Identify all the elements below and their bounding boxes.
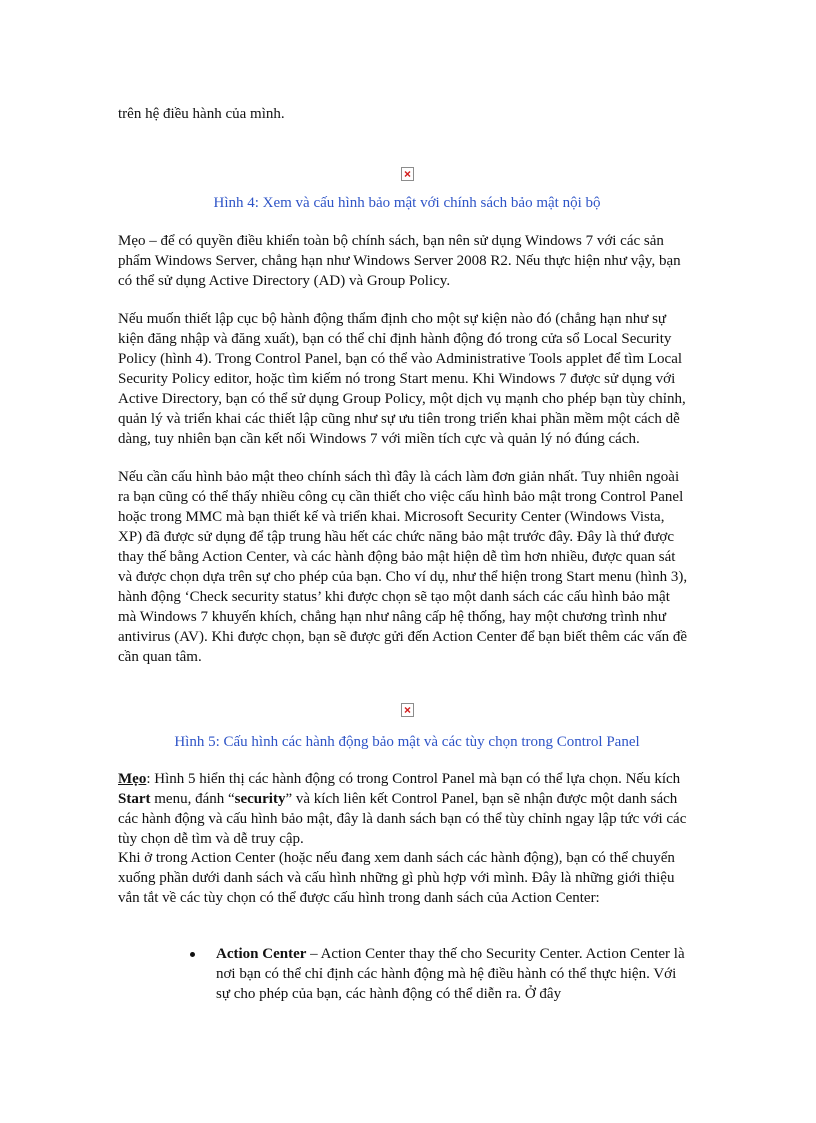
figure-4-caption: Hình 4: Xem và cấu hình bảo mật với chính sách bảo mật nội bộ bbox=[213, 195, 601, 211]
action-center-paragraph: Khi ở trong Action Center (hoặc nếu đang xem danh sách các hành động), bạn có thể chuyển xuống phần dưới danh sách và cấu hình những gì phù hợp với mình. Đây là những giới thiệu vắn tắt về các tùy chọn có thể được cấu hình trong danh sách của Action Center: bbox=[118, 850, 675, 906]
broken-image-icon bbox=[402, 168, 413, 180]
continuation-line: trên hệ điều hành của mình. bbox=[118, 106, 285, 122]
tip-text-3: ” và kích liên kết Control Panel, bạn sẽ nhận được một danh sách các hành động và cấu hình bảo mật, đây là danh sách bạn có thể tùy chỉnh ngay lập tức với các tùy chọn dễ tìm và dễ truy cập. bbox=[118, 791, 687, 847]
bullet-icon bbox=[190, 952, 195, 957]
broken-image-icon bbox=[402, 704, 413, 716]
list-item-term: Action Center bbox=[216, 946, 307, 962]
audit-paragraph: Nếu muốn thiết lập cục bộ hành động thẩm định cho một sự kiện nào đó (chẳng hạn như sự kiện đăng nhập và đăng xuất), bạn có thể chỉ định hành động đó trong cửa sổ Local Security Policy (hình 4). Trong Control Panel, bạn có thể vào Administrative Tools applet để tìm Local Security Policy editor, hoặc tìm kiếm nó trong Start menu. Khi Windows 7 được sử dụng với Active Directory, bạn có thể sử dụng Group Policy, một dịch vụ mạnh cho phép bạn tùy chỉnh, quản lý và triển khai các thiết lập cũng như sự ưu tiên trong triển khai phần mềm một cách dễ dàng, tuy nhiên bạn cần kết nối Windows 7 với miền tích cực và quản lý nó đúng cách. bbox=[118, 311, 686, 447]
tip-text-2: menu, đánh “ bbox=[150, 791, 235, 807]
list-item-text: – Action Center thay thế cho Security Center. Action Center là nơi bạn có thể chỉ định các hành động mà hệ điều hành có thể thực hiện. Với sự cho phép của bạn, các hành động có thể diễn ra. Ở đây bbox=[216, 946, 685, 1002]
tip-paragraph-2 bbox=[118, 769, 690, 849]
options-list bbox=[190, 944, 690, 1004]
figure-4-image-placeholder bbox=[401, 167, 414, 181]
tip-paragraph-1: Mẹo – để có quyền điều khiển toàn bộ chính sách, bạn nên sử dụng Windows 7 với các sản phẩm Windows Server, chẳng hạn như Windows Server 2008 R2. Nếu thực hiện như vậy, bạn có thể sử dụng Active Directory (AD) và Group Policy. bbox=[118, 233, 681, 289]
config-paragraph: Nếu cần cấu hình bảo mật theo chính sách thì đây là cách làm đơn giản nhất. Tuy nhiên ngoài ra bạn cũng có thể thấy nhiều công cụ cần thiết cho việc cấu hình bảo mật trong Control Panel hoặc trong MMC mà bạn thiết kế và triển khai. Microsoft Security Center (Windows Vista, XP) đã được sử dụng để tập trung hầu hết các chức năng bảo mật trước đây. Đây là thứ được thay thế bằng Action Center, và các hành động bảo mật hiện dễ tìm hơn nhiều, được quan sát và được chọn dựa trên sự cho phép của bạn. Cho ví dụ, như thể hiện trong Start menu (hình 3), hành động ‘Check security status’ khi được chọn sẽ tạo một danh sách các cấu hình bảo mật mà Windows 7 khuyến khích, chẳng hạn như nâng cấp hệ thống, hay một chương trình như antivirus (AV). Khi được chọn, bạn sẽ được gửi đến Action Center để bạn biết thêm các vấn đề cần quan tâm. bbox=[118, 469, 688, 665]
tip-text-1: : Hình 5 hiển thị các hành động có trong Control Panel mà bạn có thể lựa chọn. Nếu kích bbox=[146, 771, 681, 787]
figure-5-image-placeholder bbox=[401, 703, 414, 717]
security-keyword: security bbox=[234, 791, 286, 807]
figure-5-caption: Hình 5: Cấu hình các hành động bảo mật và các tùy chọn trong Control Panel bbox=[174, 734, 640, 750]
start-keyword: Start bbox=[118, 791, 151, 807]
list-item bbox=[190, 944, 690, 1004]
tip-label: Mẹo bbox=[118, 771, 147, 787]
